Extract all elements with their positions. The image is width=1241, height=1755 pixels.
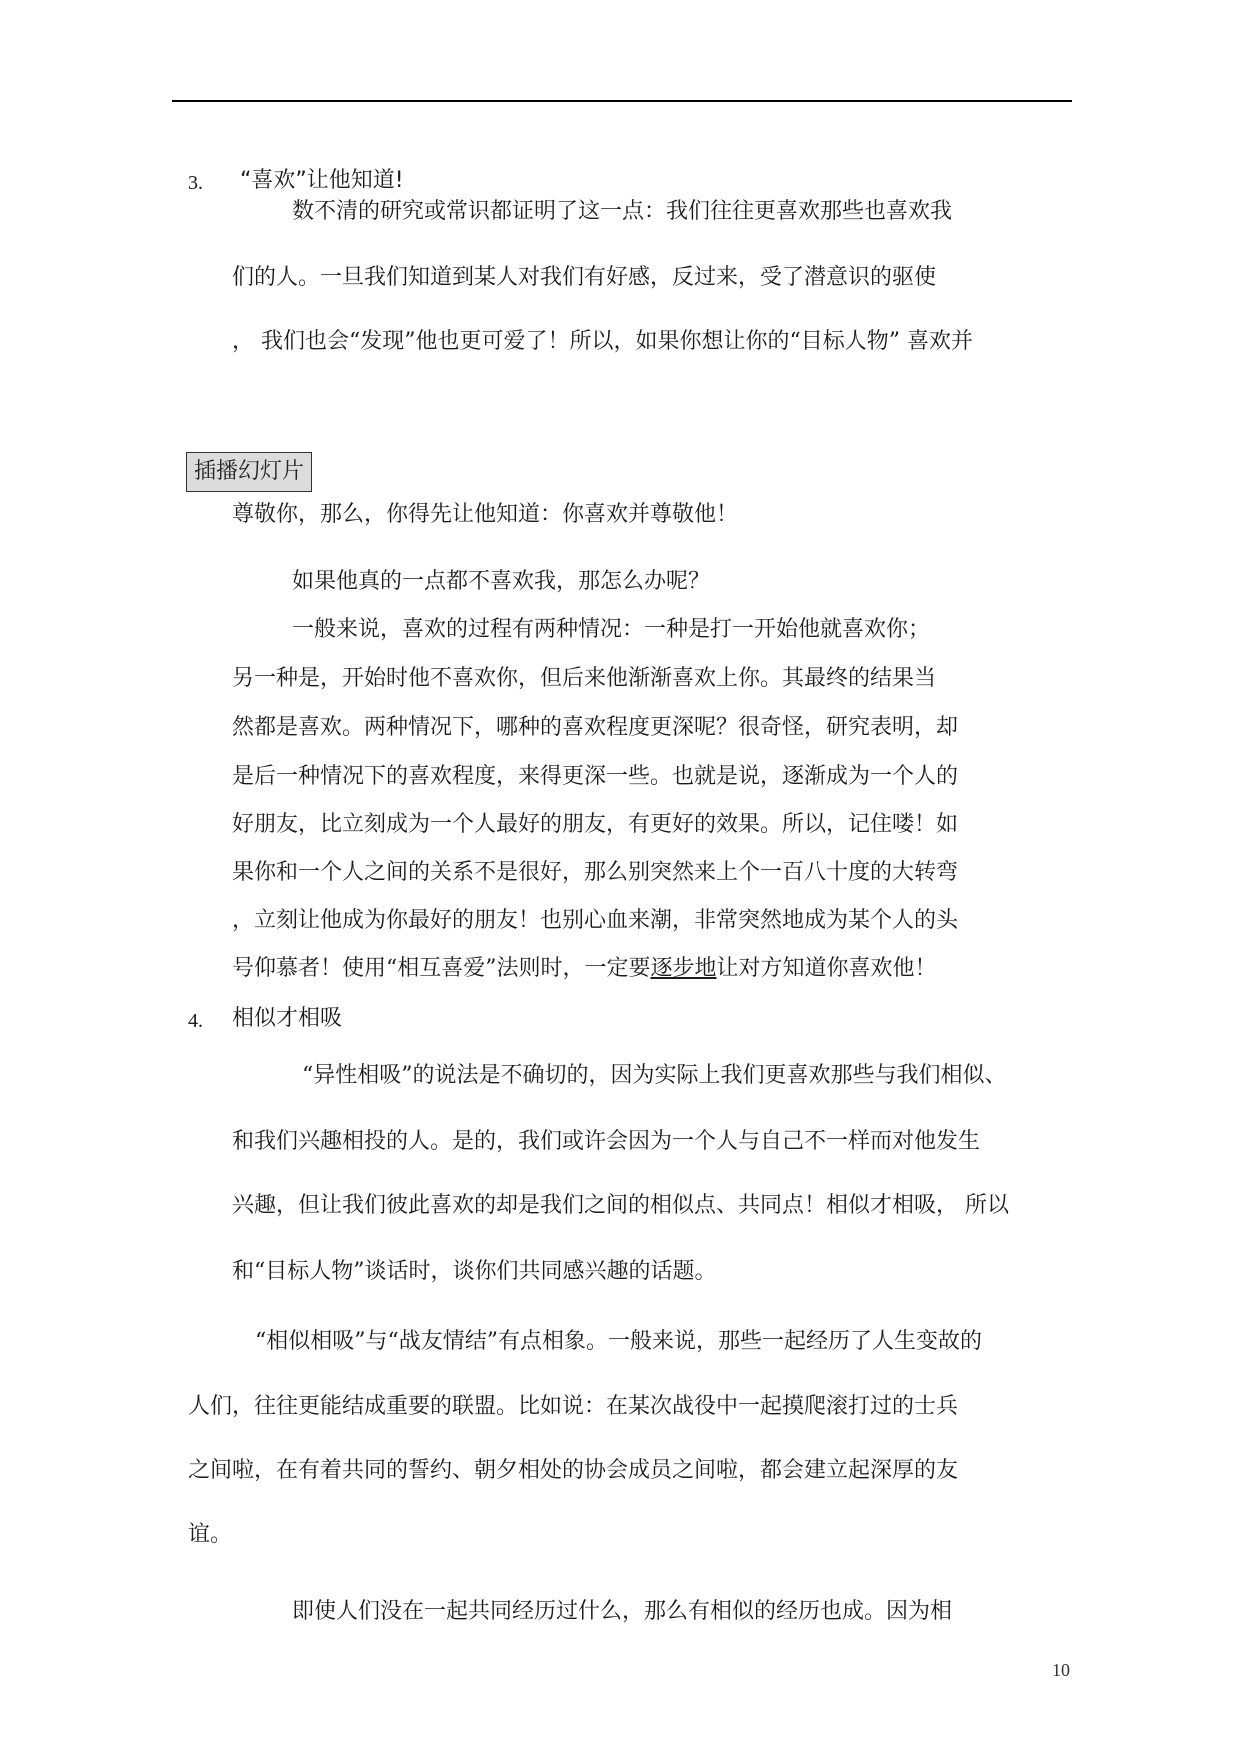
- paragraph-line: 是后一种情况下的喜欢程度，来得更深一些。也就是说，逐渐成为一个人的: [232, 764, 959, 789]
- section-3-number: 3.: [188, 172, 203, 194]
- paragraph-line: 然都是喜欢。两种情况下，哪种的喜欢程度更深呢？很奇怪，研究表明，却: [232, 715, 959, 740]
- paragraph-line: [232, 954, 937, 984]
- paragraph-line: 一般来说，喜欢的过程有两种情况：一种是打一开始他就喜欢你；: [292, 617, 931, 642]
- paragraph-line: 谊。: [188, 1522, 233, 1547]
- insert-slide-button[interactable]: 插播幻灯片: [186, 452, 312, 492]
- paragraph-line: 们的人。一旦我们知道到某人对我们有好感，反过来，受了潜意识的驱使: [232, 265, 937, 290]
- paragraph-line: 果你和一个人之间的关系不是很好，那么别突然来上个一百八十度的大转弯: [232, 860, 959, 885]
- paragraph-line: 之间啦，在有着共同的誓约、朝夕相处的协会成员之间啦，都会建立起深厚的友: [188, 1458, 959, 1483]
- paragraph-line: 即使人们没在一起共同经历过什么，那么有相似的经历也成。因为相: [292, 1599, 953, 1624]
- section-3-title: “喜欢”让他知道!: [240, 168, 404, 193]
- paragraph-line: 兴趣，但让我们彼此喜欢的却是我们之间的相似点、共同点！相似才相吸， 所以: [232, 1193, 1009, 1218]
- paragraph-line: “异性相吸”的说法是不确切的，因为实际上我们更喜欢那些与我们相似、: [302, 1063, 1007, 1088]
- paragraph-line: 好朋友，比立刻成为一个人最好的朋友，有更好的效果。所以，记住喽！如: [232, 812, 959, 837]
- page-number: 10: [1052, 1660, 1070, 1680]
- text-run: 让对方知道你喜欢他！: [716, 956, 937, 981]
- paragraph-line: ，立刻让他成为你最好的朋友！也别心血来潮，非常突然地成为某个人的头: [232, 908, 959, 933]
- section-4-title: 相似才相吸: [232, 1006, 343, 1031]
- paragraph-line: 人们，往往更能结成重要的联盟。比如说：在某次战役中一起摸爬滚打过的士兵: [188, 1394, 959, 1419]
- paragraph-line: 和我们兴趣相投的人。是的，我们或许会因为一个人与自己不一样而对他发生: [232, 1129, 981, 1154]
- section-4-number: 4.: [188, 1010, 203, 1032]
- paragraph-line: 尊敬你，那么，你得先让他知道：你喜欢并尊敬他！: [232, 502, 739, 527]
- paragraph-line: 数不清的研究或常识都证明了这一点：我们往往更喜欢那些也喜欢我: [292, 199, 953, 224]
- underlined-word: 逐步地: [650, 956, 717, 981]
- paragraph-line: ， 我们也会“发现”他也更可爱了！所以，如果你想让你的“目标人物” 喜欢并: [232, 329, 973, 354]
- paragraph-line: 另一种是，开始时他不喜欢你，但后来他渐渐喜欢上你。其最终的结果当: [232, 666, 937, 691]
- paragraph-line: “相似相吸”与“战友情结”有点相象。一般来说，那些一起经历了人生变故的: [255, 1329, 982, 1354]
- question-line: 如果他真的一点都不喜欢我，那怎么办呢？: [292, 569, 711, 594]
- paragraph-line: 和“目标人物”谈话时，谈你们共同感兴趣的话题。: [232, 1259, 717, 1284]
- header-rule: [172, 100, 1072, 102]
- text-run: 号仰慕者！使用“相互喜爱”法则时，一定要: [232, 956, 651, 981]
